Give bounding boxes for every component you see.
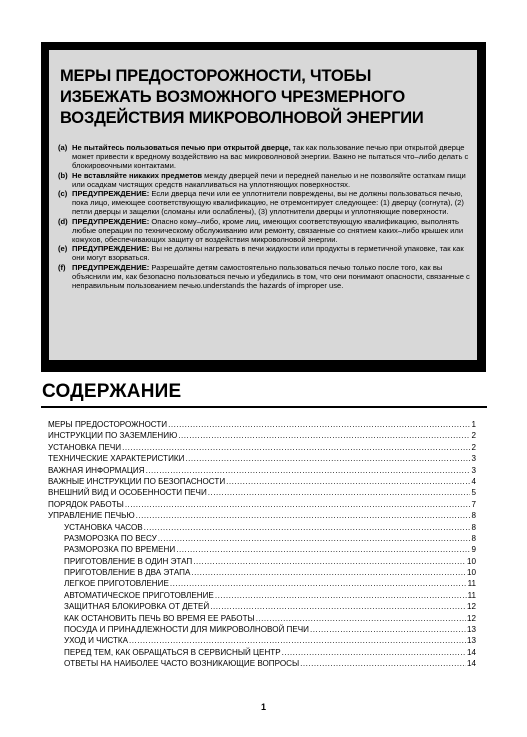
toc-entry-page: 8: [471, 522, 476, 532]
toc-entry-title: ЛЕГКОЕ ПРИГОТОВЛЕНИЕ: [64, 579, 169, 589]
toc-entry[interactable]: [48, 556, 476, 567]
warning-item-text: Опасно кому–либо, кроме лиц, имеющих соответствующую квалификацию, выполнять любые операции по техническому обслуживанию или ремонту, связанные со снятием каких–либо крышек или кожухов, обеспечивающих защиту от воздействия микроволновой энергии.: [72, 216, 464, 245]
toc-entry[interactable]: [48, 499, 476, 510]
toc-entry[interactable]: [48, 487, 476, 498]
toc-entry-page: 10: [466, 556, 476, 566]
toc-entry-page: 13: [466, 636, 476, 646]
toc-entry-leader: [176, 544, 470, 555]
toc-entry-leader: [168, 419, 470, 430]
toc-entry-leader: [215, 590, 467, 601]
warning-item: [58, 171, 470, 189]
toc-entry-page: 1: [471, 420, 476, 429]
toc-entry-page: 9: [471, 545, 476, 555]
warning-item-text: так как пользование печью при открытой дверце может привести к вредному воздействию на вас микроволновой энергии. Важно не пытаться что–либо делать с блокировочными контактами.: [72, 143, 469, 171]
warning-item-lead: ПРЕДУПРЕЖДЕНИЕ:: [72, 189, 150, 199]
toc-entry-leader: [256, 613, 466, 624]
warning-title-line: МЕРЫ ПРЕДОСТОРОЖНОСТИ, ЧТОБЫ: [60, 67, 372, 85]
toc-entry[interactable]: [48, 601, 476, 612]
toc-entry-leader: [125, 499, 471, 510]
toc-entry-page: 3: [471, 454, 476, 464]
toc-entry-page: 7: [471, 499, 476, 509]
warning-item-lead: ПРЕДУПРЕЖДЕНИЕ:: [72, 216, 150, 226]
toc-heading: СОДЕРЖАНИЕ: [42, 381, 182, 402]
toc-entry[interactable]: [48, 658, 476, 669]
toc-entry-page: 11: [467, 579, 476, 589]
toc-entry-leader: [178, 430, 470, 441]
warning-item: [58, 244, 470, 262]
toc-entry-page: 3: [471, 465, 476, 475]
toc-entry-title: КАК ОСТАНОВИТЬ ПЕЧЬ ВО ВРЕМЯ ЕЕ РАБОТЫ: [64, 613, 255, 623]
toc-list: [48, 419, 476, 670]
toc-entry[interactable]: [48, 578, 476, 589]
toc-entry-leader: [226, 476, 470, 487]
warning-item-text: Если дверца печи или ее уплотнители повреждены, вы не должны пользоваться печью, пока лицо, имеющее соответствующую квалификацию, не отремонтирует следующее: (1) дверцу (согнута), (2) петли дверцы и защелки (сломаны или ослаблены), (3) уплотнители дверцы и уплотняющие поверхности.: [72, 189, 464, 217]
toc-entry-title: РАЗМОРОЗКА ПО ВЕСУ: [64, 533, 157, 543]
toc-entry-page: 13: [466, 625, 476, 635]
toc-entry[interactable]: [48, 419, 476, 430]
warning-list: [58, 143, 470, 290]
warning-item: [58, 217, 470, 245]
toc-entry-leader: [193, 556, 466, 567]
toc-entry[interactable]: [48, 430, 476, 441]
toc-entry-page: 2: [471, 442, 476, 452]
toc-entry-page: 12: [466, 613, 476, 623]
warning-item: [58, 143, 470, 171]
warning-item-text: Разрешайте детям самостоятельно пользоваться печью только после того, как вы объяснили им, как безопасно пользоваться печью и убедились в том, что они понимают опасности, связанные с неправильным пользованием печью.understands the hazards of improper use.: [72, 262, 470, 291]
toc-entry-leader: [129, 635, 466, 646]
warning-item-lead: ПРЕДУПРЕЖДЕНИЕ:: [72, 262, 150, 272]
toc-divider: [41, 406, 487, 408]
warning-item-lead: ПРЕДУПРЕЖДЕНИЕ:: [72, 244, 150, 254]
toc-entry[interactable]: [48, 533, 476, 544]
toc-entry-leader: [122, 442, 470, 453]
warning-item-letter: (b): [58, 170, 68, 180]
toc-entry-page: 4: [471, 476, 476, 486]
toc-entry-leader: [310, 624, 466, 635]
toc-entry-title: УХОД И ЧИСТКА: [64, 636, 129, 646]
toc-entry-title: ПРИГОТОВЛЕНИЕ В ДВА ЭТАПА: [64, 568, 191, 578]
toc-entry[interactable]: [48, 544, 476, 555]
toc-entry-page: 8: [471, 511, 476, 521]
toc-entry-title: ВАЖНАЯ ИНФОРМАЦИЯ: [48, 465, 145, 475]
toc-entry-title: ТЕХНИЧЕСКИЕ ХАРАКТЕРИСТИКИ: [48, 454, 185, 464]
toc-entry-leader: [170, 578, 467, 589]
toc-entry-title: МЕРЫ ПРЕДОСТОРОЖНОСТИ: [48, 420, 168, 429]
toc-entry[interactable]: [48, 590, 476, 601]
toc-entry-leader: [136, 510, 471, 521]
toc-entry-page: 2: [471, 431, 476, 441]
toc-entry-page: 10: [466, 568, 476, 578]
toc-entry-title: ПОСУДА И ПРИНАДЛЕЖНОСТИ ДЛЯ МИКРОВОЛНОВОЙ ПЕЧИ: [64, 625, 309, 635]
toc-entry[interactable]: [48, 624, 476, 635]
toc-entry-leader: [185, 453, 470, 464]
toc-entry[interactable]: [48, 465, 476, 476]
toc-entry-leader: [158, 533, 471, 544]
warning-title-line: ВОЗДЕЙСТВИЯ МИКРОВОЛНОВОЙ ЭНЕРГИИ: [60, 109, 424, 127]
toc-entry-title: ВНЕШНИЙ ВИД И ОСОБЕННОСТИ ПЕЧИ: [48, 488, 207, 498]
toc-entry[interactable]: [48, 476, 476, 487]
toc-entry-title: ОТВЕТЫ НА НАИБОЛЕЕ ЧАСТО ВОЗНИКАЮЩИЕ ВОПРОСЫ: [64, 659, 300, 669]
toc-entry-leader: [146, 465, 471, 476]
warning-item-text: между дверцей печи и передней панелью и не позволяйте остаткам пищи или осадкам чистящих средств накапливаться на уплотняющих поверхностях.: [72, 170, 466, 189]
toc-entry-title: УСТАНОВКА ПЕЧИ: [48, 442, 122, 452]
warning-item-letter: (c): [58, 189, 68, 199]
toc-entry-page: 12: [466, 602, 476, 612]
toc-entry-title: УПРАВЛЕНИЕ ПЕЧЬЮ: [48, 511, 135, 521]
toc-entry-leader: [144, 522, 471, 533]
toc-entry[interactable]: [48, 567, 476, 578]
warning-title: [60, 66, 460, 129]
warning-title-line: ИЗБЕЖАТЬ ВОЗМОЖНОГО ЧРЕЗМЕРНОГО: [60, 88, 406, 106]
toc-entry-leader: [210, 601, 466, 612]
toc-entry-leader: [191, 567, 466, 578]
warning-item-lead: Не вставляйте никаких предметов: [72, 170, 203, 180]
toc-entry[interactable]: [48, 453, 476, 464]
toc-entry[interactable]: [48, 613, 476, 624]
warning-item-lead: Не пытайтесь пользоваться печью при открытой дверце,: [72, 143, 291, 152]
toc-entry-leader: [282, 647, 466, 658]
toc-entry[interactable]: [48, 510, 476, 521]
toc-entry[interactable]: [48, 522, 476, 533]
toc-entry[interactable]: [48, 635, 476, 646]
warning-item-letter: (e): [58, 244, 68, 254]
toc-entry-page: 14: [466, 647, 476, 657]
toc-entry-title: ПРИГОТОВЛЕНИЕ В ОДИН ЭТАП: [64, 556, 193, 566]
toc-entry-page: 11: [467, 590, 476, 600]
toc-entry-title: ПОРЯДОК РАБОТЫ: [48, 499, 124, 509]
toc-entry-title: АВТОМАТИЧЕСКОЕ ПРИГОТОВЛЕНИЕ: [64, 590, 214, 600]
toc-entry-leader: [300, 658, 466, 669]
toc-entry-page: 5: [471, 488, 476, 498]
warning-item-letter: (d): [58, 216, 68, 226]
toc-entry-title: ПЕРЕД ТЕМ, КАК ОБРАЩАТЬСЯ В СЕРВИСНЫЙ ЦЕНТР: [64, 647, 281, 657]
warning-item-letter: (f): [58, 262, 66, 272]
toc-entry-leader: [208, 487, 471, 498]
warning-item: [58, 263, 470, 291]
page-number: 1: [260, 702, 266, 712]
toc-entry[interactable]: [48, 647, 476, 658]
toc-entry-title: ВАЖНЫЕ ИНСТРУКЦИИ ПО БЕЗОПАСНОСТИ: [48, 476, 226, 486]
toc-entry-title: ИНСТРУКЦИИ ПО ЗАЗЕМЛЕНИЮ: [48, 431, 178, 441]
toc-entry-page: 14: [466, 659, 476, 669]
warning-item: [58, 189, 470, 217]
toc-entry-page: 8: [471, 533, 476, 543]
toc-entry[interactable]: [48, 442, 476, 453]
warning-item-text: Вы не должны нагревать в печи жидкости или продукты в герметичной упаковке, так как они могут взорваться.: [72, 244, 464, 263]
toc-entry-title: УСТАНОВКА ЧАСОВ: [64, 522, 143, 532]
toc-entry-title: ЗАЩИТНАЯ БЛОКИРОВКА ОТ ДЕТЕЙ: [64, 602, 210, 612]
toc-entry-title: РАЗМОРОЗКА ПО ВРЕМЕНИ: [64, 545, 176, 555]
warning-item-letter: (a): [58, 143, 68, 152]
